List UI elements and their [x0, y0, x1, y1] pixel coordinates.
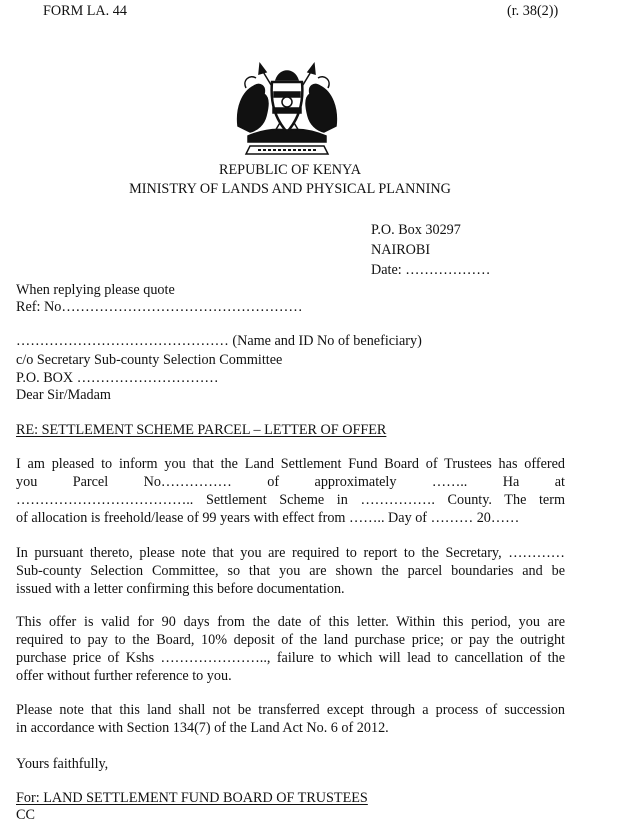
paragraph-3-line: This offer is valid for 90 days from the date of this letter. Within this period, you are	[16, 614, 565, 630]
paragraph-2-line: issued with a letter confirming this before documentation.	[16, 581, 345, 597]
letter-date: Date: ………………	[371, 262, 491, 278]
paragraph-1-line: you Parcel No…………… of approximately …….. Ha at	[16, 474, 565, 490]
salutation: Dear Sir/Madam	[16, 387, 111, 403]
paragraph-4-line: Please note that this land shall not be transferred except through a process of succession	[16, 702, 565, 718]
paragraph-4-line: in accordance with Section 134(7) of the Land Act No. 6 of 2012.	[16, 720, 389, 736]
paragraph-3-line: required to pay to the Board, 10% deposit of the land purchase price; or pay the outright	[16, 632, 565, 648]
reply-quote-label: When replying please quote	[16, 282, 175, 298]
republic-title: REPUBLIC OF KENYA	[219, 162, 361, 178]
care-of-line: c/o Secretary Sub-county Selection Committee	[16, 352, 283, 368]
form-number: FORM LA. 44	[43, 3, 127, 19]
address-po-box: P.O. Box 30297	[371, 222, 461, 238]
paragraph-1-line: I am pleased to inform you that the Land Settlement Fund Board of Trustees has offered	[16, 456, 565, 472]
paragraph-2-line: Sub-county Selection Committee, so that you are shown the parcel boundaries and be	[16, 563, 565, 579]
ministry-title: MINISTRY OF LANDS AND PHYSICAL PLANNING	[129, 181, 451, 197]
paragraph-2-line: In pursuant thereto, please note that you are required to report to the Secretary, …………	[16, 545, 565, 561]
paragraph-1-line: of allocation is freehold/lease of 99 years with effect from …….. Day of ……… 20……	[16, 510, 520, 526]
rule-reference: (r. 38(2))	[507, 3, 559, 19]
cc-line: CC	[16, 807, 35, 823]
beneficiary-name-line: ……………………………………… (Name and ID No of beneficiary)	[16, 333, 422, 349]
address-city: NAIROBI	[371, 242, 431, 258]
kenya-coat-of-arms-icon	[232, 58, 342, 158]
signatory-line: For: LAND SETTLEMENT FUND BOARD OF TRUSTEES	[16, 790, 368, 806]
paragraph-3-line: offer without further reference to you.	[16, 668, 232, 684]
paragraph-3-line: purchase price of Kshs ………………….., failure to which will lead to cancellation of the	[16, 650, 565, 666]
valediction: Yours faithfully,	[16, 756, 109, 772]
subject-line: RE: SETTLEMENT SCHEME PARCEL – LETTER OF OFFER	[16, 422, 387, 438]
paragraph-1-line: ……………………………….. Settlement Scheme in ……………. County. The term	[16, 492, 565, 508]
reference-number: Ref: No……………………………………………	[16, 299, 303, 315]
recipient-po-box: P.O. BOX …………………………	[16, 370, 219, 386]
